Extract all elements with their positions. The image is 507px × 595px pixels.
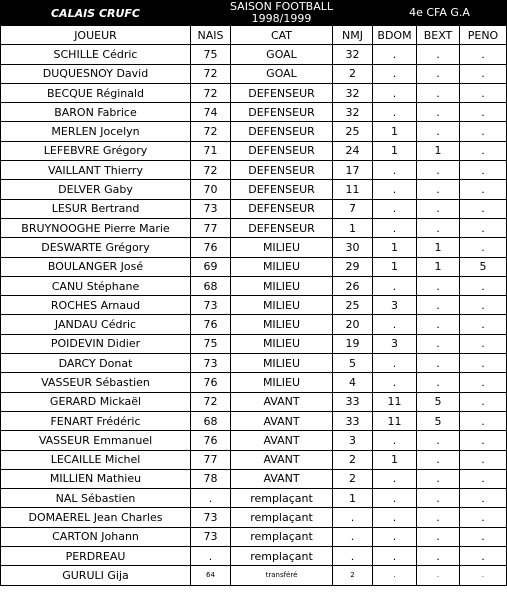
- cell-nais: 72: [191, 64, 231, 83]
- cell-peno: .: [460, 296, 507, 315]
- table-row: [1, 276, 507, 295]
- cell-joueur: POIDEVIN Didier: [1, 334, 191, 353]
- cell-joueur: DESWARTE Grégory: [1, 238, 191, 257]
- table-row: [1, 103, 507, 122]
- cell-nais: 73: [191, 296, 231, 315]
- cell-nais: 72: [191, 392, 231, 411]
- cell-bext: .: [417, 180, 460, 199]
- cell-bext: 1: [417, 257, 460, 276]
- cell-bdom: .: [373, 547, 417, 566]
- cell-nais: 78: [191, 469, 231, 488]
- cell-nmj: 3: [333, 431, 373, 450]
- cell-cat: DEFENSEUR: [231, 122, 333, 141]
- cell-bext: .: [417, 450, 460, 469]
- cell-bdom: 1: [373, 257, 417, 276]
- cell-nmj: 29: [333, 257, 373, 276]
- cell-nmj: 24: [333, 141, 373, 160]
- cell-nais: 72: [191, 122, 231, 141]
- cell-peno: .: [460, 450, 507, 469]
- cell-joueur: NAL Sébastien: [1, 489, 191, 508]
- table-row: [1, 238, 507, 257]
- cell-nais: 70: [191, 180, 231, 199]
- cell-joueur: CARTON Johann: [1, 527, 191, 546]
- table-row: [1, 83, 507, 102]
- cell-joueur: GERARD Mickaël: [1, 392, 191, 411]
- cell-joueur: MERLEN Jocelyn: [1, 122, 191, 141]
- cell-joueur: BRUYNOOGHE Pierre Marie: [1, 218, 191, 237]
- cell-nmj: 7: [333, 199, 373, 218]
- cell-nais: 77: [191, 218, 231, 237]
- cell-cat: AVANT: [231, 450, 333, 469]
- cell-bdom: 11: [373, 392, 417, 411]
- cell-bext: .: [417, 431, 460, 450]
- col-nmj: NMJ: [333, 26, 373, 45]
- cell-nais: 68: [191, 411, 231, 430]
- cell-joueur: LESUR Bertrand: [1, 199, 191, 218]
- cell-nmj: .: [333, 547, 373, 566]
- cell-bdom: 11: [373, 411, 417, 430]
- cell-cat: GOAL: [231, 45, 333, 64]
- cell-bdom: .: [373, 103, 417, 122]
- title-row: [1, 1, 507, 26]
- cell-peno: .: [460, 315, 507, 334]
- table-row: [1, 141, 507, 160]
- cell-bext: .: [417, 122, 460, 141]
- cell-peno: .: [460, 411, 507, 430]
- cell-cat: DEFENSEUR: [231, 141, 333, 160]
- cell-cat: remplaçant: [231, 547, 333, 566]
- cell-joueur: BECQUE Réginald: [1, 83, 191, 102]
- cell-nais: 69: [191, 257, 231, 276]
- column-header-row: [1, 26, 507, 45]
- cell-bdom: .: [373, 431, 417, 450]
- cell-bdom: .: [373, 489, 417, 508]
- cell-bext: .: [417, 199, 460, 218]
- table-row: [1, 566, 507, 585]
- cell-bext: 1: [417, 141, 460, 160]
- cell-bdom: .: [373, 508, 417, 527]
- cell-peno: .: [460, 431, 507, 450]
- cell-nais: 64: [191, 566, 231, 585]
- cell-joueur: VAILLANT Thierry: [1, 161, 191, 180]
- cell-nmj: 32: [333, 103, 373, 122]
- cell-nais: 76: [191, 315, 231, 334]
- cell-nais: 72: [191, 161, 231, 180]
- cell-peno: .: [460, 83, 507, 102]
- cell-nmj: 25: [333, 122, 373, 141]
- cell-bdom: 3: [373, 334, 417, 353]
- cell-nais: 75: [191, 334, 231, 353]
- cell-bdom: 1: [373, 238, 417, 257]
- col-bdom: BDOM: [373, 26, 417, 45]
- col-nais: NAIS: [191, 26, 231, 45]
- table-row: [1, 180, 507, 199]
- table-row: [1, 508, 507, 527]
- cell-nmj: 2: [333, 566, 373, 585]
- table-row: [1, 161, 507, 180]
- cell-nais: 77: [191, 450, 231, 469]
- cell-joueur: FENART Frédéric: [1, 411, 191, 430]
- cell-bext: .: [417, 547, 460, 566]
- cell-peno: .: [460, 334, 507, 353]
- cell-joueur: CANU Stéphane: [1, 276, 191, 295]
- cell-cat: DEFENSEUR: [231, 83, 333, 102]
- cell-nais: 73: [191, 199, 231, 218]
- cell-bext: .: [417, 373, 460, 392]
- cell-cat: DEFENSEUR: [231, 199, 333, 218]
- cell-bdom: .: [373, 566, 417, 585]
- col-cat: CAT: [231, 26, 333, 45]
- cell-peno: .: [460, 64, 507, 83]
- cell-nmj: 11: [333, 180, 373, 199]
- cell-nais: 73: [191, 354, 231, 373]
- cell-nais: .: [191, 489, 231, 508]
- table-row: [1, 64, 507, 83]
- cell-nais: 72: [191, 83, 231, 102]
- cell-nmj: 30: [333, 238, 373, 257]
- season-title: [191, 1, 373, 26]
- cell-bdom: .: [373, 199, 417, 218]
- cell-bdom: .: [373, 354, 417, 373]
- cell-bdom: .: [373, 527, 417, 546]
- cell-cat: MILIEU: [231, 276, 333, 295]
- cell-peno: .: [460, 103, 507, 122]
- cell-nmj: 17: [333, 161, 373, 180]
- cell-bdom: .: [373, 180, 417, 199]
- cell-joueur: GURULI Gija: [1, 566, 191, 585]
- cell-joueur: SCHILLE Cédric: [1, 45, 191, 64]
- cell-cat: AVANT: [231, 392, 333, 411]
- cell-nmj: 32: [333, 45, 373, 64]
- cell-bext: .: [417, 103, 460, 122]
- cell-bdom: 1: [373, 141, 417, 160]
- cell-bext: .: [417, 354, 460, 373]
- cell-peno: .: [460, 527, 507, 546]
- cell-cat: DEFENSEUR: [231, 218, 333, 237]
- cell-bdom: .: [373, 276, 417, 295]
- cell-peno: .: [460, 180, 507, 199]
- cell-peno: .: [460, 218, 507, 237]
- club-title: CALAIS CRUFC: [1, 1, 191, 26]
- cell-nmj: 25: [333, 296, 373, 315]
- cell-cat: transféré: [231, 566, 333, 585]
- cell-nmj: .: [333, 527, 373, 546]
- cell-peno: .: [460, 566, 507, 585]
- cell-bext: .: [417, 296, 460, 315]
- cell-peno: 5: [460, 257, 507, 276]
- division-title: 4e CFA G.A: [373, 1, 507, 26]
- table-row: [1, 527, 507, 546]
- cell-cat: AVANT: [231, 431, 333, 450]
- table-row: [1, 334, 507, 353]
- cell-bdom: .: [373, 83, 417, 102]
- cell-peno: .: [460, 276, 507, 295]
- table-row: [1, 547, 507, 566]
- table-row: [1, 392, 507, 411]
- cell-peno: .: [460, 238, 507, 257]
- table-row: [1, 199, 507, 218]
- cell-cat: AVANT: [231, 469, 333, 488]
- cell-bext: 1: [417, 238, 460, 257]
- cell-cat: GOAL: [231, 64, 333, 83]
- cell-joueur: VASSEUR Emmanuel: [1, 431, 191, 450]
- cell-bext: .: [417, 218, 460, 237]
- cell-nmj: 2: [333, 469, 373, 488]
- cell-nais: 71: [191, 141, 231, 160]
- cell-bdom: 3: [373, 296, 417, 315]
- cell-peno: .: [460, 469, 507, 488]
- cell-cat: AVANT: [231, 411, 333, 430]
- cell-joueur: ROCHES Arnaud: [1, 296, 191, 315]
- cell-bext: 5: [417, 411, 460, 430]
- table-row: [1, 315, 507, 334]
- cell-nmj: 19: [333, 334, 373, 353]
- cell-joueur: BARON Fabrice: [1, 103, 191, 122]
- cell-nmj: 2: [333, 450, 373, 469]
- cell-bdom: .: [373, 315, 417, 334]
- cell-cat: MILIEU: [231, 296, 333, 315]
- cell-cat: DEFENSEUR: [231, 161, 333, 180]
- cell-cat: remplaçant: [231, 527, 333, 546]
- cell-bdom: .: [373, 161, 417, 180]
- cell-bdom: 1: [373, 122, 417, 141]
- cell-nmj: 2: [333, 64, 373, 83]
- table-row: [1, 489, 507, 508]
- cell-cat: remplaçant: [231, 489, 333, 508]
- cell-bext: .: [417, 64, 460, 83]
- cell-bext: .: [417, 334, 460, 353]
- cell-peno: .: [460, 199, 507, 218]
- cell-bext: .: [417, 469, 460, 488]
- cell-cat: MILIEU: [231, 334, 333, 353]
- cell-peno: .: [460, 489, 507, 508]
- cell-nais: 74: [191, 103, 231, 122]
- cell-joueur: VASSEUR Sébastien: [1, 373, 191, 392]
- col-peno: PENO: [460, 26, 507, 45]
- season-years: 1998/1999: [251, 12, 312, 25]
- table-row: [1, 218, 507, 237]
- cell-peno: .: [460, 161, 507, 180]
- table-row: [1, 431, 507, 450]
- cell-joueur: MILLIEN Mathieu: [1, 469, 191, 488]
- cell-cat: MILIEU: [231, 373, 333, 392]
- table-row: [1, 257, 507, 276]
- cell-bext: .: [417, 83, 460, 102]
- cell-nais: 75: [191, 45, 231, 64]
- cell-bdom: .: [373, 373, 417, 392]
- cell-nmj: 32: [333, 83, 373, 102]
- cell-nais: 76: [191, 238, 231, 257]
- cell-joueur: DUQUESNOY David: [1, 64, 191, 83]
- table-row: [1, 354, 507, 373]
- cell-bext: .: [417, 276, 460, 295]
- cell-peno: .: [460, 373, 507, 392]
- cell-peno: .: [460, 45, 507, 64]
- cell-cat: remplaçant: [231, 508, 333, 527]
- cell-nais: 76: [191, 373, 231, 392]
- table-row: [1, 122, 507, 141]
- cell-nais: 68: [191, 276, 231, 295]
- cell-nais: 73: [191, 527, 231, 546]
- cell-peno: .: [460, 508, 507, 527]
- cell-nmj: 5: [333, 354, 373, 373]
- cell-bext: .: [417, 315, 460, 334]
- cell-bext: .: [417, 489, 460, 508]
- cell-nmj: 1: [333, 218, 373, 237]
- cell-bdom: .: [373, 45, 417, 64]
- cell-nmj: 20: [333, 315, 373, 334]
- cell-bdom: .: [373, 218, 417, 237]
- cell-peno: .: [460, 354, 507, 373]
- cell-bext: .: [417, 508, 460, 527]
- cell-cat: MILIEU: [231, 238, 333, 257]
- cell-cat: MILIEU: [231, 257, 333, 276]
- table-row: [1, 450, 507, 469]
- cell-bext: .: [417, 527, 460, 546]
- cell-joueur: JANDAU Cédric: [1, 315, 191, 334]
- cell-joueur: LEFEBVRE Grégory: [1, 141, 191, 160]
- cell-bext: 5: [417, 392, 460, 411]
- cell-nmj: 4: [333, 373, 373, 392]
- cell-joueur: BOULANGER José: [1, 257, 191, 276]
- cell-nmj: 1: [333, 489, 373, 508]
- cell-joueur: PERDREAU: [1, 547, 191, 566]
- cell-peno: .: [460, 122, 507, 141]
- col-bext: BEXT: [417, 26, 460, 45]
- cell-nais: 73: [191, 508, 231, 527]
- cell-nais: .: [191, 547, 231, 566]
- cell-bext: .: [417, 45, 460, 64]
- cell-peno: .: [460, 547, 507, 566]
- cell-cat: DEFENSEUR: [231, 180, 333, 199]
- cell-cat: MILIEU: [231, 354, 333, 373]
- table-row: [1, 411, 507, 430]
- cell-joueur: DOMAEREL Jean Charles: [1, 508, 191, 527]
- cell-bext: .: [417, 566, 460, 585]
- cell-joueur: DELVER Gaby: [1, 180, 191, 199]
- cell-nmj: 33: [333, 411, 373, 430]
- cell-bdom: .: [373, 64, 417, 83]
- cell-peno: .: [460, 392, 507, 411]
- cell-cat: DEFENSEUR: [231, 103, 333, 122]
- cell-nmj: 26: [333, 276, 373, 295]
- cell-nmj: .: [333, 508, 373, 527]
- table-row: [1, 373, 507, 392]
- table-row: [1, 45, 507, 64]
- table-row: [1, 469, 507, 488]
- season-label: SAISON FOOTBALL: [229, 0, 333, 13]
- cell-joueur: LECAILLE Michel: [1, 450, 191, 469]
- cell-nmj: 33: [333, 392, 373, 411]
- col-joueur: JOUEUR: [1, 26, 191, 45]
- cell-cat: MILIEU: [231, 315, 333, 334]
- cell-joueur: DARCY Donat: [1, 354, 191, 373]
- cell-nais: 76: [191, 431, 231, 450]
- table-row: [1, 296, 507, 315]
- cell-peno: .: [460, 141, 507, 160]
- cell-bext: .: [417, 161, 460, 180]
- cell-bdom: .: [373, 469, 417, 488]
- cell-bdom: 1: [373, 450, 417, 469]
